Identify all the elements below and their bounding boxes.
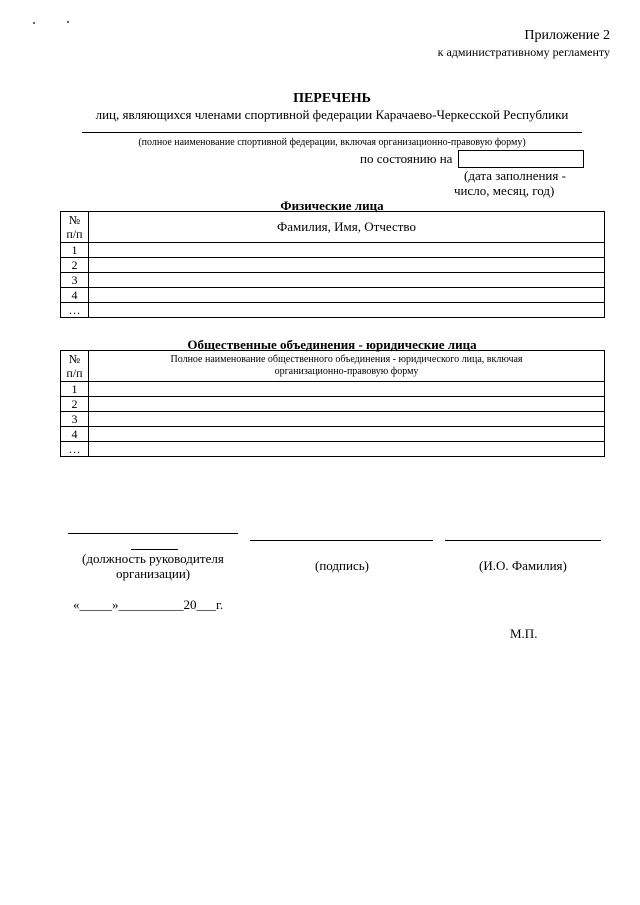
row-number: 2: [61, 397, 89, 412]
name-caption: (И.О. Фамилия): [479, 558, 567, 573]
row-cell[interactable]: [89, 427, 605, 442]
date-caption-line-2: число, месяц, год): [454, 183, 555, 198]
row-number: …: [61, 303, 89, 318]
signature-line[interactable]: [250, 540, 433, 541]
federation-name-line[interactable]: [82, 132, 582, 133]
organization-header-line-1: Полное наименование общественного объединения - юридического лица, включая: [170, 354, 523, 365]
scan-speck: [67, 21, 69, 23]
table-row[interactable]: [61, 303, 605, 318]
name-line[interactable]: [445, 540, 601, 541]
number-column-header: [61, 351, 89, 382]
position-short-line: [131, 549, 178, 550]
row-cell[interactable]: [89, 273, 605, 288]
organization-name-column-header: [89, 351, 605, 382]
signature-caption: (подпись): [315, 558, 369, 573]
table-row[interactable]: [61, 442, 605, 457]
date-caption-line-1: (дата заполнения -: [464, 168, 566, 183]
status-date-label: по состоянию на: [360, 151, 453, 166]
scan-speck: [33, 22, 35, 24]
row-number: 4: [61, 427, 89, 442]
table-row[interactable]: [61, 288, 605, 303]
table-row[interactable]: [61, 412, 605, 427]
number-column-header: [61, 212, 89, 243]
organizations-section-title: Общественные объединения - юридические лица: [187, 337, 477, 352]
document-title: ПЕРЕЧЕНЬ: [293, 91, 371, 106]
regulation-label: к административному регламенту: [437, 45, 610, 59]
individuals-header-row: [61, 212, 605, 243]
organization-header-line-2: организационно-правовую форму: [274, 366, 419, 377]
table-row[interactable]: [61, 397, 605, 412]
document-subtitle: лиц, являющихся членами спортивной федерации Карачаево-Черкесской Республики: [95, 107, 569, 122]
table-row[interactable]: [61, 273, 605, 288]
row-number: 3: [61, 273, 89, 288]
row-cell[interactable]: [89, 442, 605, 457]
row-cell[interactable]: [89, 243, 605, 258]
number-abbrev: п/п: [66, 227, 83, 241]
row-cell[interactable]: [89, 303, 605, 318]
date-fill-line[interactable]: «_____»__________20___г.: [73, 597, 224, 612]
table-row[interactable]: [61, 258, 605, 273]
number-sign: №: [68, 213, 81, 227]
number-sign: №: [68, 352, 81, 366]
row-cell[interactable]: [89, 288, 605, 303]
position-caption-line-1: (должность руководителя: [82, 551, 224, 566]
federation-caption: (полное наименование спортивной федерации, включая организационно-правовую форму): [138, 137, 526, 148]
status-date-field[interactable]: [458, 150, 584, 168]
stamp-placeholder: М.П.: [510, 626, 538, 641]
row-number: 3: [61, 412, 89, 427]
row-number: 1: [61, 243, 89, 258]
table-row[interactable]: [61, 382, 605, 397]
row-number: 4: [61, 288, 89, 303]
row-number: 2: [61, 258, 89, 273]
position-line[interactable]: [68, 533, 238, 534]
position-caption-line-2: организации): [116, 566, 191, 581]
row-number: 1: [61, 382, 89, 397]
organizations-table: [60, 350, 605, 457]
row-cell[interactable]: [89, 258, 605, 273]
full-name-column-header: Фамилия, Имя, Отчество: [89, 212, 605, 243]
row-number: …: [61, 442, 89, 457]
row-cell[interactable]: [89, 397, 605, 412]
appendix-label: Приложение 2: [524, 28, 610, 43]
row-cell[interactable]: [89, 382, 605, 397]
number-abbrev: п/п: [66, 366, 83, 380]
table-row[interactable]: [61, 243, 605, 258]
table-row[interactable]: [61, 427, 605, 442]
row-cell[interactable]: [89, 412, 605, 427]
individuals-table: [60, 211, 605, 318]
organizations-header-row: [61, 351, 605, 382]
individuals-section-title: Физические лица: [280, 198, 384, 213]
